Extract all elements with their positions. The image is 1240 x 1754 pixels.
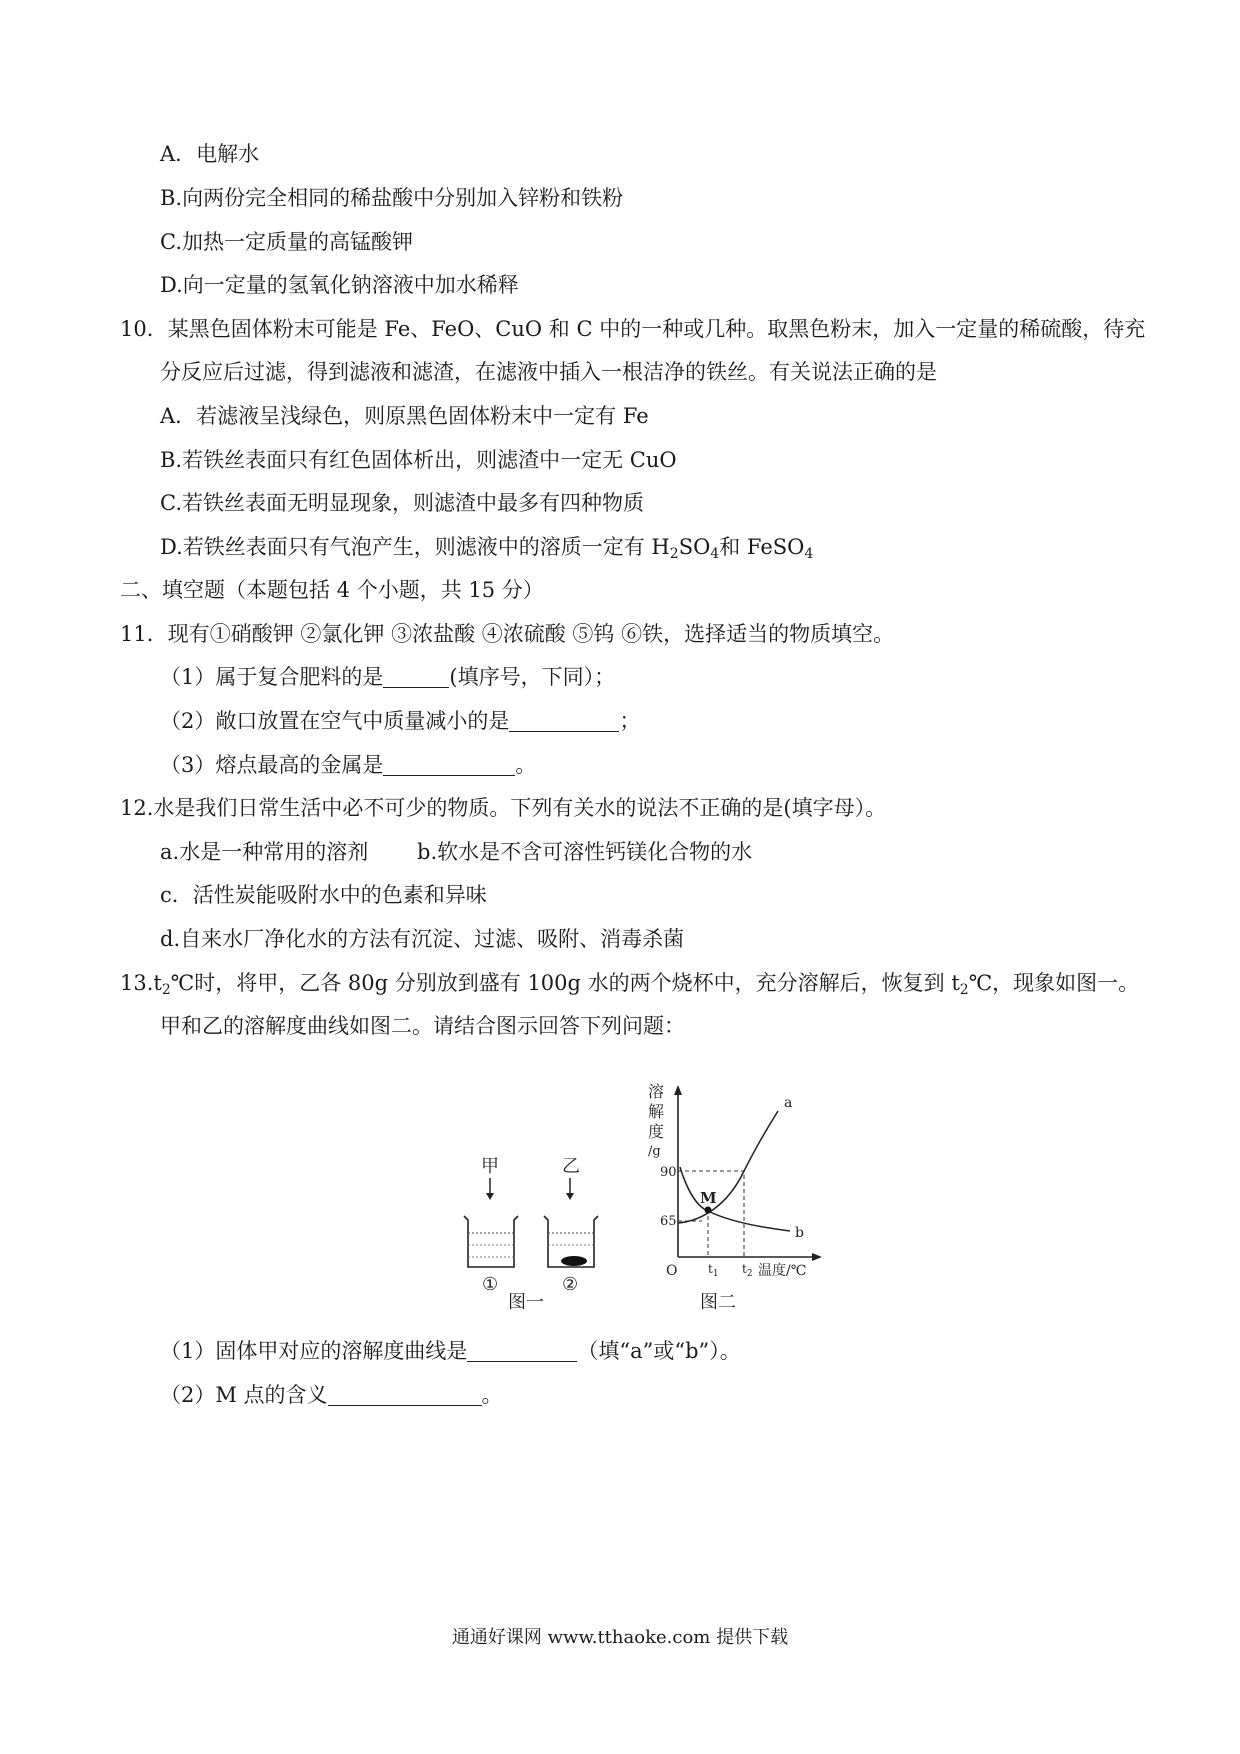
- label-jia: 甲: [481, 1156, 499, 1177]
- ylabel-2: 解: [648, 1102, 665, 1121]
- y-tick-65: 65: [660, 1214, 677, 1229]
- point-m-label: M: [700, 1189, 717, 1207]
- curve-b: [680, 1167, 790, 1231]
- q11-blank1[interactable]: [383, 665, 449, 688]
- section-heading: 二、填空题（本题包括 4 个小题，共 15 分）: [120, 578, 544, 602]
- beaker-1: [464, 1216, 518, 1267]
- label-yi: 乙: [562, 1156, 580, 1177]
- q10-option-c: C.若铁丝表面无明显现象，则滤渣中最多有四种物质: [160, 491, 644, 515]
- curve-a-label: a: [784, 1095, 793, 1111]
- q11-part1: （1）属于复合肥料的是 (填序号，下同）；: [160, 665, 616, 689]
- curve-a: [678, 1111, 778, 1223]
- q11-part3: （3）熔点最高的金属是 。: [160, 753, 537, 777]
- page-footer: 通通好课网 www.tthaoke.com 提供下载: [451, 1627, 789, 1648]
- q13-blank2[interactable]: [328, 1383, 482, 1406]
- beaker-1-number: ①: [482, 1274, 499, 1295]
- q13-stem-line1: $13.t_2℃$时，将甲，乙各 80g 分别放到盛有 100g 水的两个烧杯中，充分溶解后，恢复到 $t_2℃$，现象如图一。: [120, 971, 1140, 998]
- q10-option-a: A．若滤液呈浅绿色，则原黑色固体粉末中一定有 Fe: [160, 404, 649, 428]
- undissolved-solid: [561, 1256, 587, 1266]
- q13-part1: （1）固体甲对应的溶解度曲线是 （填“a”或“b”）。: [160, 1339, 741, 1363]
- ylabel-3: 度: [648, 1122, 665, 1141]
- t1-label: $t_1$: [708, 1262, 719, 1279]
- figure1-beakers: [450, 1150, 630, 1310]
- q12-option-c: c．活性炭能吸附水中的色素和异味: [160, 883, 487, 907]
- q12-stem: 12.水是我们日常生活中必不可少的物质。下列有关水的说法不正确的是(填字母）。: [120, 796, 887, 820]
- q9-option-a: A．电解水: [160, 142, 260, 166]
- curve-b-label: b: [795, 1225, 804, 1241]
- q12-option-a: a.水是一种常用的溶剂: [160, 840, 369, 864]
- figure2-caption: 图二: [700, 1292, 736, 1313]
- y-tick-90: 90: [660, 1165, 677, 1180]
- q9-option-b: B.向两份完全相同的稀盐酸中分别加入锌粉和铁粉: [160, 186, 624, 210]
- beaker-2-number: ②: [562, 1274, 579, 1295]
- q12-option-b: b.软水是不含可溶性钙镁化合物的水: [417, 840, 753, 864]
- figure2-solubility-chart: [640, 1075, 830, 1320]
- t2-label: $t_2$: [742, 1262, 753, 1279]
- q9-option-c: C.加热一定质量的高锰酸钾: [160, 230, 413, 254]
- point-m: [705, 1207, 712, 1214]
- guide-90: [678, 1171, 744, 1257]
- q10-stem-line1: 10．某黑色固体粉末可能是 Fe、FeO、CuO 和 C 中的一种或几种。取黑色粉末，加入一定量的稀硫酸，待充: [120, 317, 1146, 341]
- ylabel-1: 溶: [648, 1082, 665, 1101]
- q12-option-d: d.自来水厂净化水的方法有沉淀、过滤、吸附、消毒杀菌: [160, 927, 685, 951]
- q11-part2: （2）敞口放置在空气中质量减小的是 ；: [160, 709, 641, 733]
- q10-option-d: D.若铁丝表面只有气泡产生，则滤液中的溶质一定有 $H_2SO_4$和 FeSO$_4$: [160, 535, 814, 562]
- q11-blank2[interactable]: [509, 709, 619, 732]
- ylabel-4: /g: [648, 1144, 661, 1159]
- figure1-caption: 图一: [508, 1292, 544, 1313]
- q9-option-d: D.向一定量的氢氧化钠溶液中加水稀释: [160, 273, 519, 297]
- q13-stem-line2: 甲和乙的溶解度曲线如图二。请结合图示回答下列问题：: [160, 1014, 685, 1038]
- q13-part2: （2）M 点的含义 。: [160, 1383, 503, 1407]
- q10-stem-line2: 分反应后过滤，得到滤液和滤渣，在滤液中插入一根洁净的铁丝。有关说法正确的是: [160, 360, 937, 384]
- q13-blank1[interactable]: [467, 1339, 577, 1362]
- q11-blank3[interactable]: [383, 753, 515, 776]
- x-axis-label: 温度/℃: [758, 1263, 807, 1279]
- origin-label: O: [666, 1263, 678, 1279]
- q10-option-b: B.若铁丝表面只有红色固体析出，则滤渣中一定无 CuO: [160, 448, 677, 472]
- q11-stem: 11．现有①硝酸钾 ②氯化钾 ③浓盐酸 ④浓硫酸 ⑤钨 ⑥铁，选择适当的物质填空。: [120, 622, 895, 646]
